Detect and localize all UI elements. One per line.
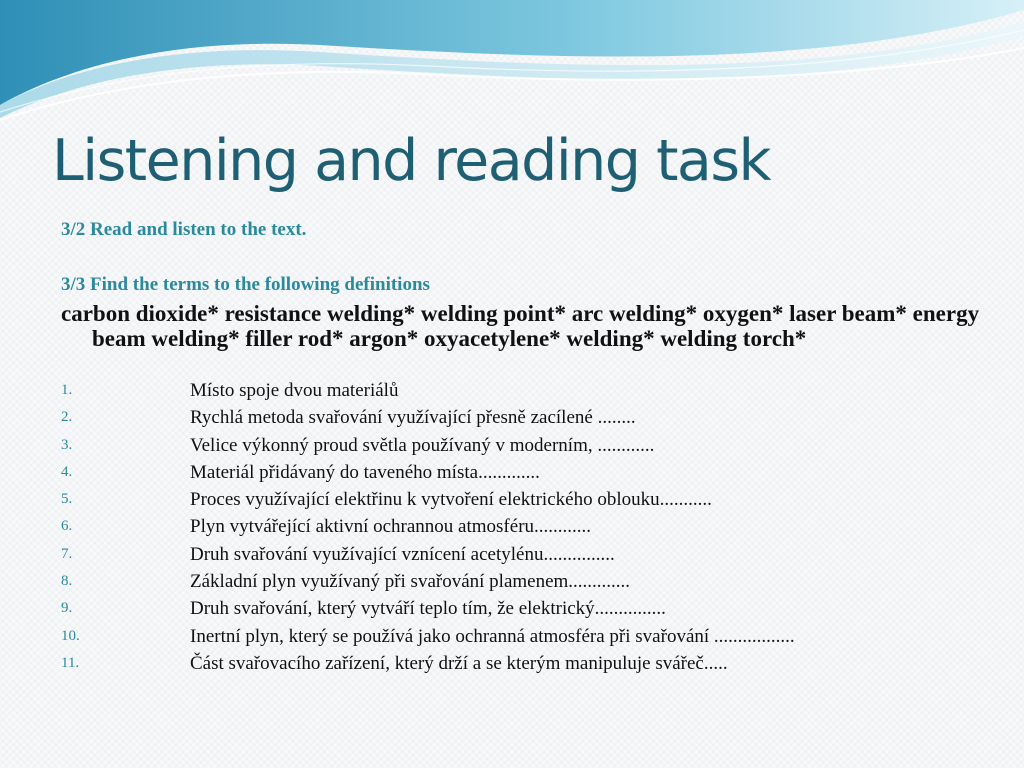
definition-item bbox=[0, 435, 1024, 462]
definition-item bbox=[0, 489, 1024, 516]
definition-number: 8. bbox=[61, 573, 73, 590]
definition-number: 10. bbox=[61, 627, 80, 644]
definition-item bbox=[0, 544, 1024, 571]
definition-text: Část svařovacího zařízení, který drží a se kterým manipuluje svářeč..... bbox=[190, 652, 728, 674]
definition-number: 7. bbox=[61, 545, 73, 562]
definition-number: 2. bbox=[61, 409, 73, 426]
definition-text: Základní plyn využívaný při svařování plamenem............. bbox=[190, 571, 631, 593]
definition-text: Rychlá metoda svařování využívající přesně zacílené ........ bbox=[190, 407, 636, 429]
header-wave-decoration bbox=[0, 0, 1024, 130]
definition-item bbox=[0, 516, 1024, 543]
definition-text: Místo spoje dvou materiálů bbox=[190, 380, 399, 401]
definition-number: 5. bbox=[61, 491, 73, 508]
subheading-read-listen: 3/2 Read and listen to the text. bbox=[61, 219, 307, 240]
definition-text: Druh svařování, který vytváří teplo tím, že elektrický............... bbox=[190, 598, 666, 620]
definition-text: Plyn vytvářející aktivní ochrannou atmosféru............ bbox=[190, 516, 592, 538]
definition-item bbox=[0, 380, 1024, 407]
definition-text: Materiál přidávaný do taveného místa............. bbox=[190, 461, 540, 483]
subheading-find-terms: 3/3 Find the terms to the following definitions bbox=[61, 274, 430, 295]
definition-text: Velice výkonný proud světla používaný v moderním, ............ bbox=[190, 434, 655, 456]
definition-text: Proces využívající elektřinu k vytvoření elektrického oblouku........... bbox=[190, 489, 712, 511]
definition-text: Druh svařování využívající vznícení acetylénu............... bbox=[190, 543, 615, 565]
definition-number: 9. bbox=[61, 600, 73, 617]
definition-item bbox=[0, 571, 1024, 598]
terms-list: carbon dioxide* resistance welding* welding point* arc welding* oxygen* laser beam* energy beam welding* filler rod* argon* oxyacetylene* welding* welding torch* bbox=[61, 301, 980, 351]
definition-item bbox=[0, 598, 1024, 625]
definitions-list bbox=[0, 380, 1024, 680]
definition-number: 3. bbox=[61, 436, 73, 453]
definition-number: 4. bbox=[61, 463, 73, 480]
definition-item bbox=[0, 626, 1024, 653]
definition-item bbox=[0, 462, 1024, 489]
definition-number: 11. bbox=[61, 654, 80, 671]
definition-number: 1. bbox=[61, 382, 73, 398]
definition-number: 6. bbox=[61, 518, 73, 535]
definition-item bbox=[0, 653, 1024, 680]
definition-text: Inertní plyn, který se používá jako ochranná atmosféra při svařování ................. bbox=[190, 625, 795, 647]
definition-item bbox=[0, 407, 1024, 434]
slide-title: Listening and reading task bbox=[52, 128, 771, 194]
